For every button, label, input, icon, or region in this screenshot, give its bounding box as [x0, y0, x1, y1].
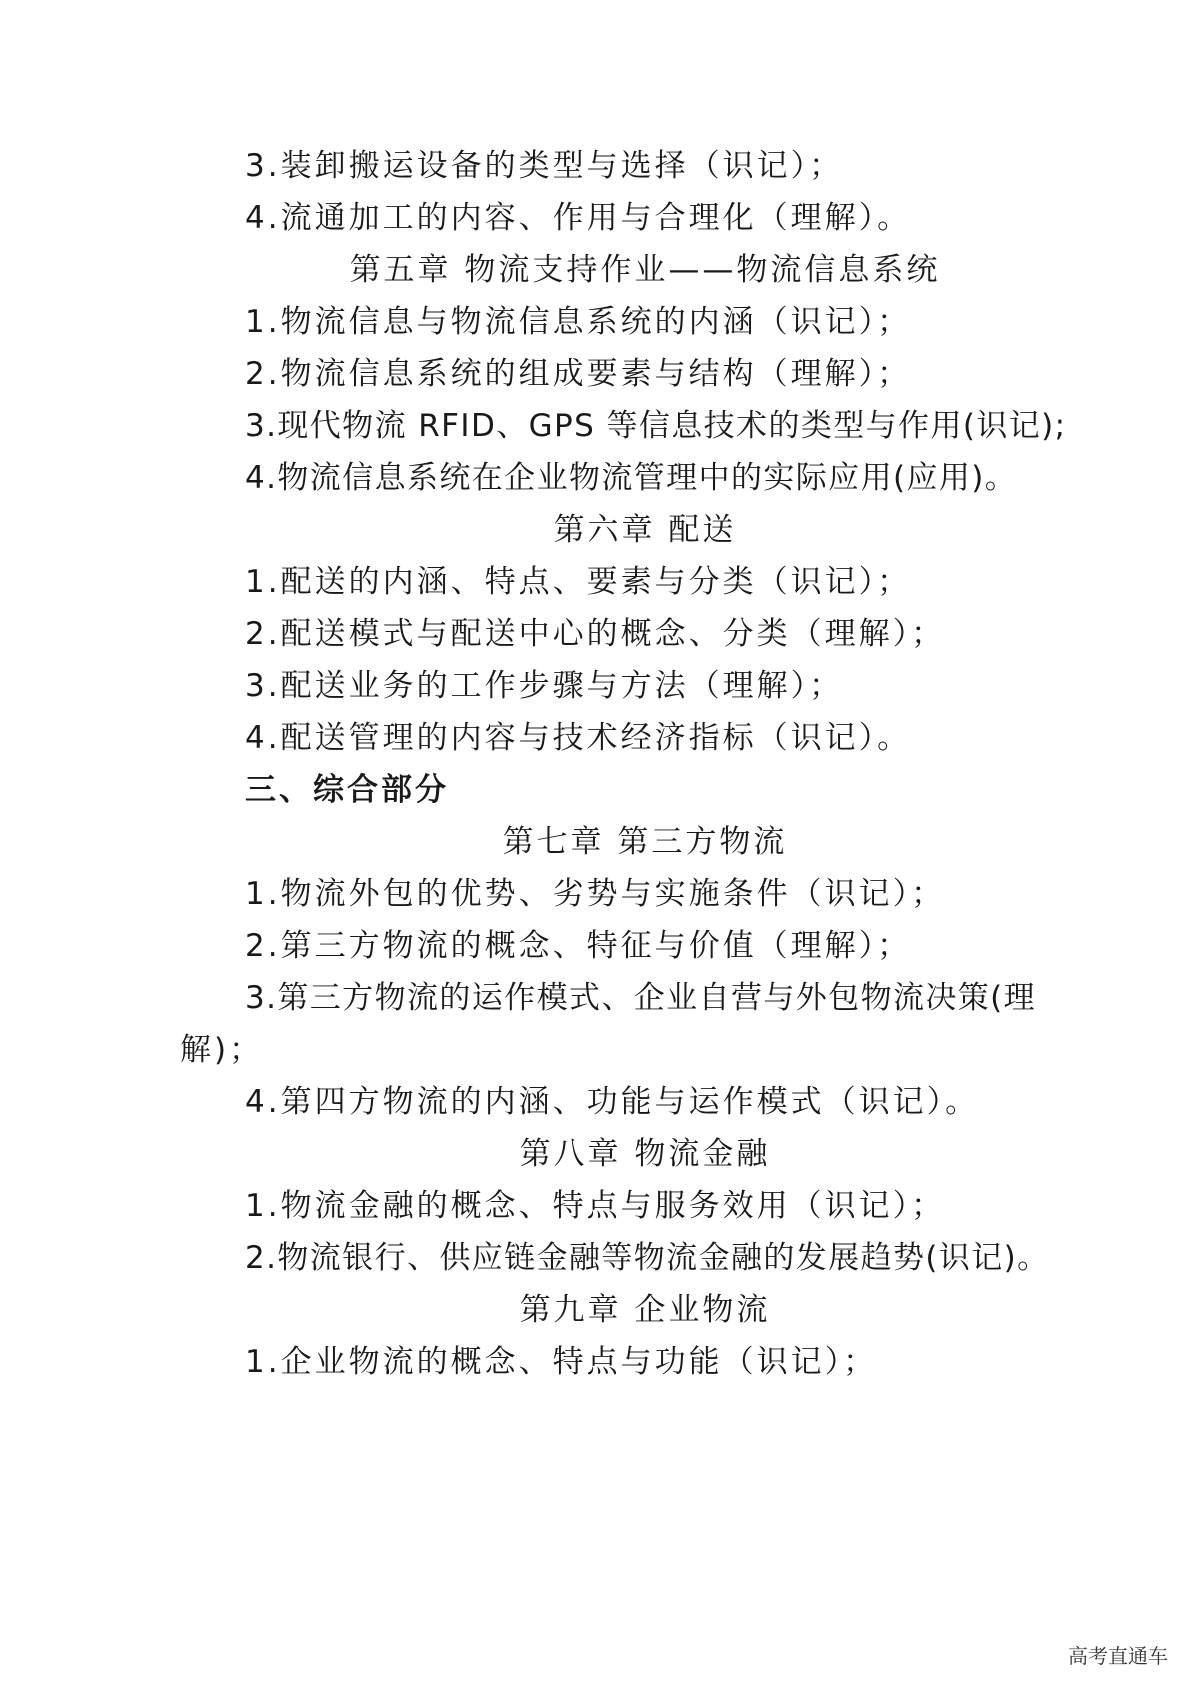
chapter-heading: 第八章 物流金融 — [519, 1136, 771, 1172]
chapter-heading: 第六章 配送 — [553, 512, 737, 548]
text-line-continuation: 解)； — [180, 1032, 264, 1068]
section-heading: 三、综合部分 — [245, 772, 449, 808]
chapter-heading: 第九章 企业物流 — [519, 1292, 771, 1328]
text-line: 2.配送模式与配送中心的概念、分类（理解）； — [245, 616, 946, 652]
text-line: 1.物流信息与物流信息系统的内涵（识记）； — [245, 304, 912, 340]
text-line: 4.第四方物流的内涵、功能与运作模式（识记）。 — [245, 1084, 980, 1120]
text-line: 1.物流金融的概念、特点与服务效用（识记）； — [245, 1188, 946, 1224]
text-line: 4.配送管理的内容与技术经济指标（识记）。 — [245, 720, 912, 756]
text-line: 3.装卸搬运设备的类型与选择（识记）； — [245, 148, 844, 184]
text-line: 2.物流银行、供应链金融等物流金融的发展趋势(识记)。 — [245, 1240, 1050, 1276]
chapter-heading: 第五章 物流支持作业——物流信息系统 — [349, 252, 941, 288]
text-line: 3.现代物流 RFID、GPS 等信息技术的类型与作用(识记); — [245, 408, 1067, 444]
text-line: 1.配送的内涵、特点、要素与分类（识记）； — [245, 564, 912, 600]
watermark: 高考直通车 — [1068, 1644, 1168, 1668]
text-line: 1.企业物流的概念、特点与功能（识记）； — [245, 1344, 878, 1380]
text-line: 2.第三方物流的概念、特征与价值（理解）； — [245, 928, 912, 964]
text-line: 2.物流信息系统的组成要素与结构（理解）； — [245, 356, 912, 392]
text-line: 1.物流外包的优势、劣势与实施条件（识记）； — [245, 876, 946, 912]
text-line: 4.流通加工的内容、作用与合理化（理解）。 — [245, 200, 912, 236]
text-line: 3.第三方物流的运作模式、企业自营与外包物流决策(理 — [245, 980, 1037, 1016]
text-line: 3.配送业务的工作步骤与方法（理解）； — [245, 668, 844, 704]
chapter-heading: 第七章 第三方物流 — [502, 824, 788, 860]
text-line: 4.物流信息系统在企业物流管理中的实际应用(应用)。 — [245, 460, 1018, 496]
